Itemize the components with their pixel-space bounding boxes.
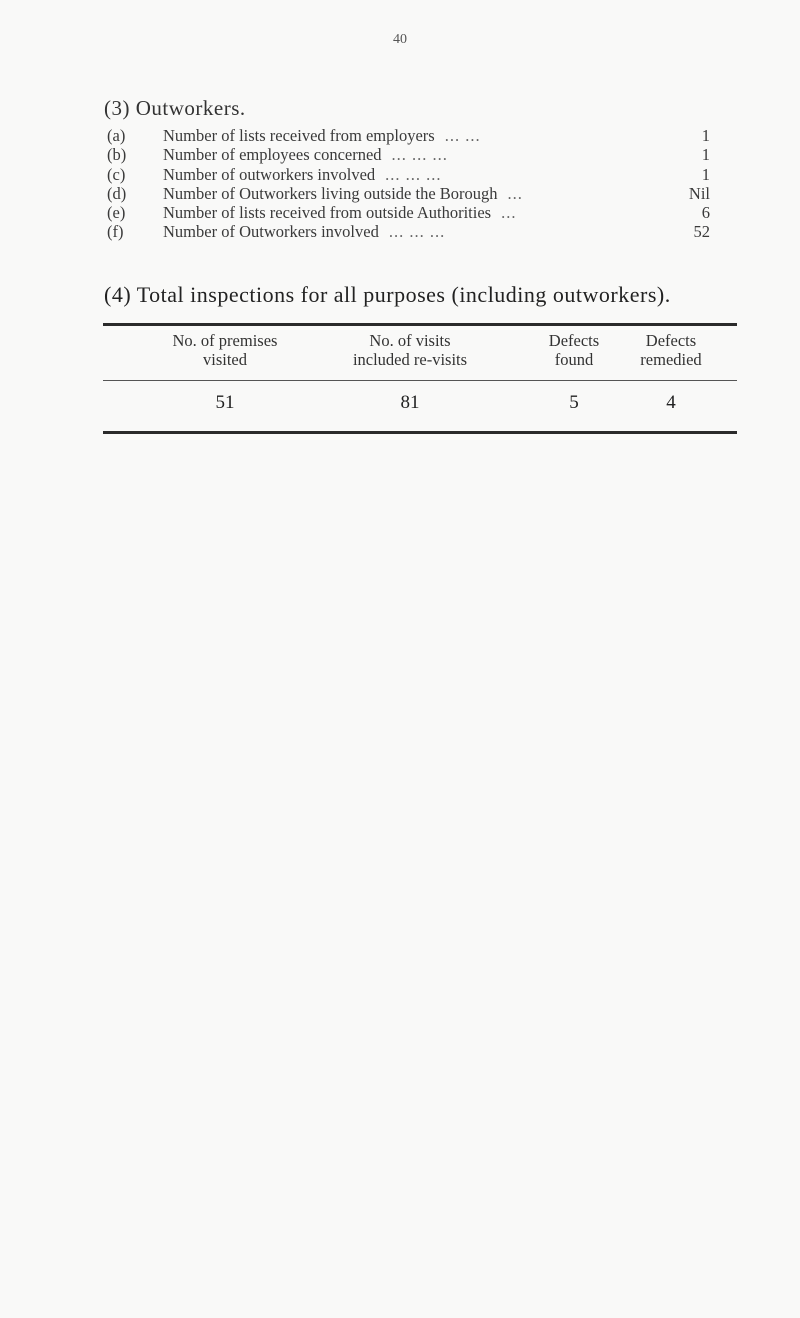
list-item — [107, 126, 710, 145]
table-cell-premises: 51 — [215, 392, 235, 413]
item-value: 6 — [701, 203, 710, 223]
table-cell-defects-remedied: 4 — [666, 392, 676, 413]
table-cell-defects-found: 5 — [569, 392, 579, 413]
header-line: No. of visits — [369, 331, 451, 350]
item-text: Number of outworkers involved — [163, 164, 376, 184]
item-text: Number of employees concerned — [163, 145, 382, 165]
table-top-rule — [103, 323, 737, 326]
item-letter: (f) — [107, 222, 124, 242]
list-item — [107, 203, 710, 222]
item-text: Number of lists received from employers — [163, 126, 435, 145]
column-header-defects-remedied — [605, 331, 737, 369]
list-item — [107, 145, 710, 164]
item-letter: (b) — [107, 145, 127, 165]
header-line: No. of premises — [172, 331, 278, 350]
item-value: 52 — [693, 222, 710, 242]
item-value: 1 — [701, 145, 710, 165]
list-item — [107, 165, 710, 184]
item-text: Number of Outworkers living outside the Borough — [163, 183, 498, 203]
leader-dots: ... — [507, 183, 523, 203]
header-line: remedied — [640, 350, 702, 369]
item-value: 1 — [701, 126, 710, 145]
item-value: Nil — [688, 183, 710, 203]
header-line: Defects — [645, 331, 697, 350]
header-line: visited — [203, 350, 247, 369]
leader-dots: ... ... ... — [385, 164, 442, 184]
section-heading-total-inspections: (4) Total inspections for all purposes (including outworkers). — [104, 282, 671, 307]
header-line: included re-visits — [352, 350, 468, 369]
item-letter: (e) — [107, 203, 126, 223]
leader-dots: ... ... ... — [391, 145, 448, 165]
page-number: 40 — [393, 32, 407, 47]
item-text: Number of Outworkers involved — [163, 222, 379, 242]
table-bottom-rule — [103, 431, 737, 434]
list-item — [107, 222, 710, 241]
leader-dots: ... ... — [444, 126, 481, 145]
section-heading-outworkers: (3) Outworkers. — [104, 96, 246, 120]
item-value: 1 — [701, 164, 710, 184]
item-letter: (d) — [107, 183, 127, 203]
table-header-rule — [103, 380, 737, 381]
item-text: Number of lists received from outside Authorities — [163, 203, 492, 223]
leader-dots: ... — [501, 203, 517, 223]
header-line: found — [554, 350, 594, 369]
list-item — [107, 184, 710, 203]
column-header-visits — [300, 331, 520, 369]
item-letter: (c) — [107, 164, 126, 184]
header-line: Defects — [548, 331, 600, 350]
table-cell-visits: 81 — [400, 392, 420, 413]
item-letter: (a) — [107, 126, 126, 145]
outworkers-list — [107, 126, 710, 242]
leader-dots: ... ... ... — [388, 222, 446, 242]
